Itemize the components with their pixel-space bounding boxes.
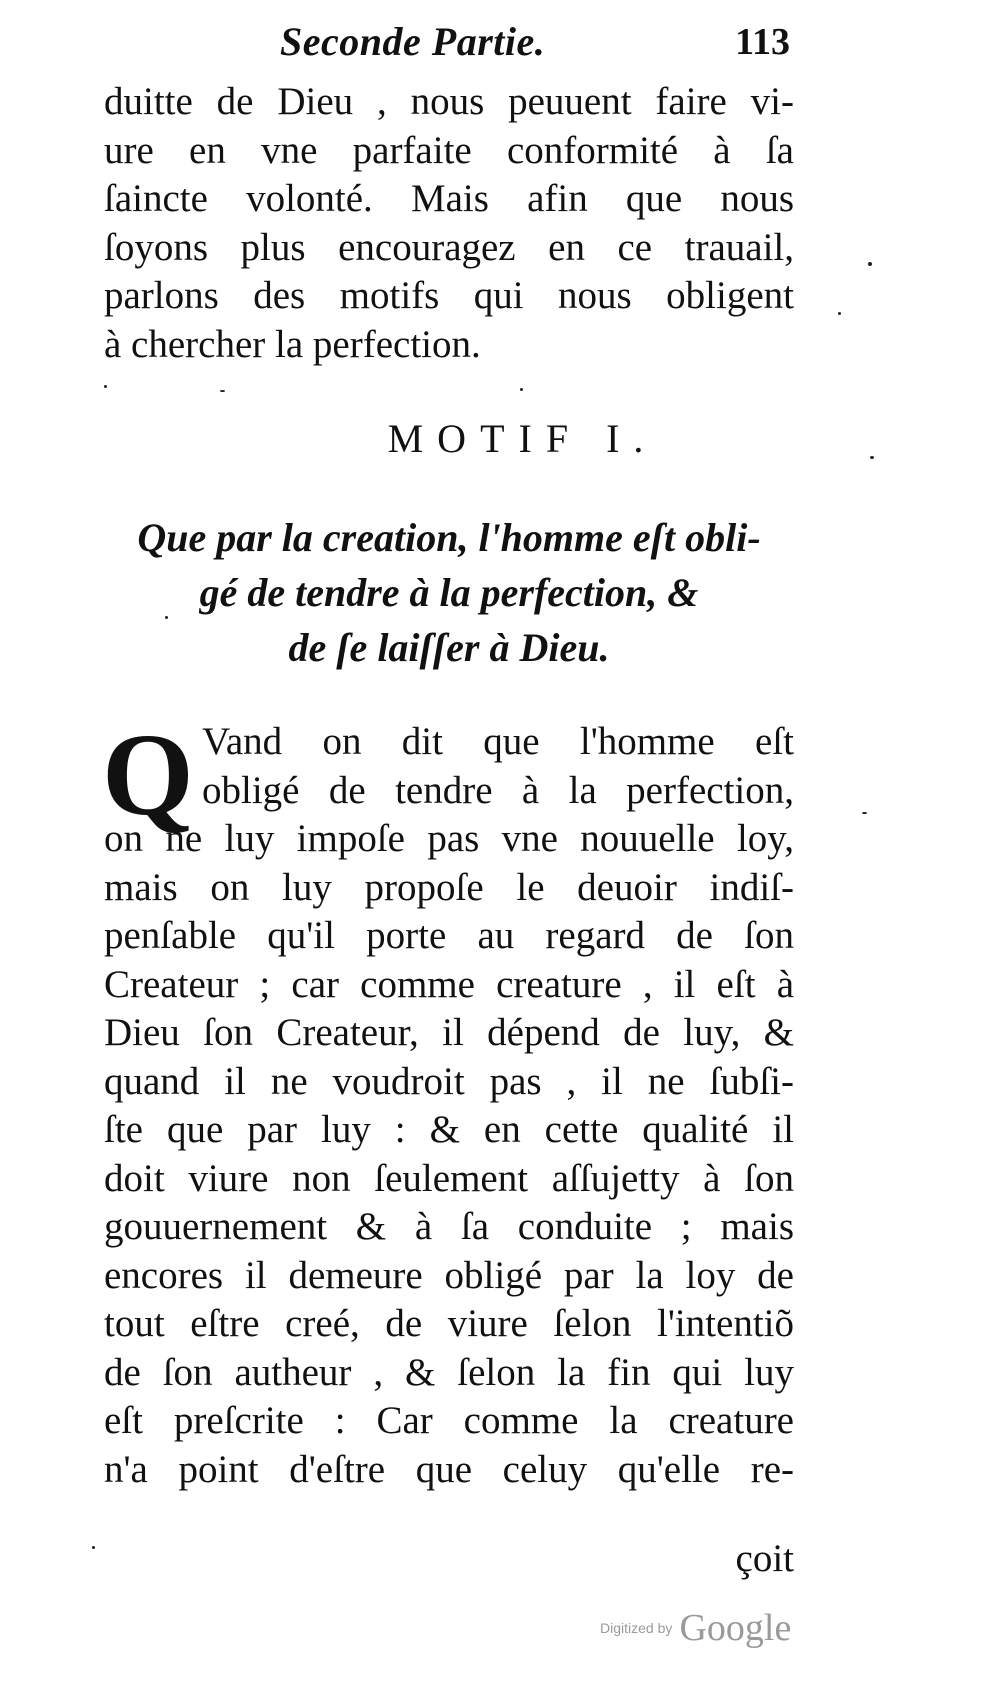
text-line: gouuernement & à ſa conduite ; mais (104, 1205, 794, 1248)
drop-cap: Q (102, 709, 194, 840)
body-paragraph (102, 709, 794, 1494)
text-line: ure en vne parfaite conformité à ſa (104, 128, 794, 172)
running-title: Seconde Partie. (280, 19, 546, 64)
text-line: n'a point d'eſtre que celuy qu'elle re- (104, 1447, 794, 1491)
google-watermark (600, 1606, 791, 1650)
text-line: parlons des motifs qui nous obligent (104, 274, 794, 317)
scan-speck (92, 1546, 95, 1549)
text-line: à chercher la perfection. (104, 322, 481, 366)
scan-speck (104, 385, 107, 388)
subtitle-line: gé de tendre à la perfection, & (199, 570, 699, 615)
text-line: duitte de Dieu , nous peuuent faire vi- (104, 80, 794, 123)
scan-speck (870, 456, 874, 459)
running-head (280, 18, 790, 78)
scan-speck (220, 390, 225, 392)
intro-paragraph (104, 78, 794, 369)
text-line: doit viure non ſeulement aſſujetty à ſon (104, 1156, 794, 1200)
text-line: tout eſtre creé, de viure ſelon l'intentiõ (104, 1302, 794, 1345)
text-line: Createur ; car comme creature , il eſt à (104, 962, 794, 1006)
subtitle-line: Que par la creation, l'homme eſt obli- (137, 515, 761, 560)
scan-speck (165, 616, 168, 619)
page-number: 113 (735, 21, 790, 63)
scan-speck (520, 388, 523, 391)
text-line: Dieu ſon Createur, il dépend de luy, & (104, 1011, 794, 1054)
text-line: ſoyons plus encouragez en ce trauail, (104, 225, 794, 269)
text-line: Vand on dit que l'homme eſt (202, 720, 794, 763)
text-line: de ſon autheur , & ſelon la fin qui luy (104, 1350, 794, 1394)
text-line: on ne luy impoſe pas vne nouuelle loy, (104, 817, 794, 860)
scan-speck (862, 812, 867, 814)
google-logo: Google (679, 1607, 792, 1649)
text-line: ſaincte volonté. Mais afin que nous (104, 177, 794, 220)
scan-speck (868, 262, 872, 266)
text-line: penſable qu'il porte au regard de ſon (104, 914, 794, 957)
watermark-prefix: Digitized by (600, 1620, 673, 1636)
catchword: çoit (735, 1537, 794, 1580)
text-line: ſte que par luy : & en cette qualité il (104, 1108, 794, 1151)
text-line: quand il ne voudroit pas , il ne ſubſi- (104, 1059, 794, 1103)
scan-speck (838, 312, 841, 315)
text-line: obligé de tendre à la perfection, (202, 768, 794, 812)
text-line: encores il demeure obligé par la loy de (104, 1253, 794, 1297)
subtitle-line: de ſe laiſſer à Dieu. (288, 625, 610, 670)
text-line: eſt preſcrite : Car comme la creature (104, 1399, 794, 1442)
section-subtitle (96, 510, 802, 675)
text-line: mais on luy propoſe le deuoir indiſ- (104, 865, 794, 909)
section-heading: MOTIF I. (387, 416, 658, 461)
